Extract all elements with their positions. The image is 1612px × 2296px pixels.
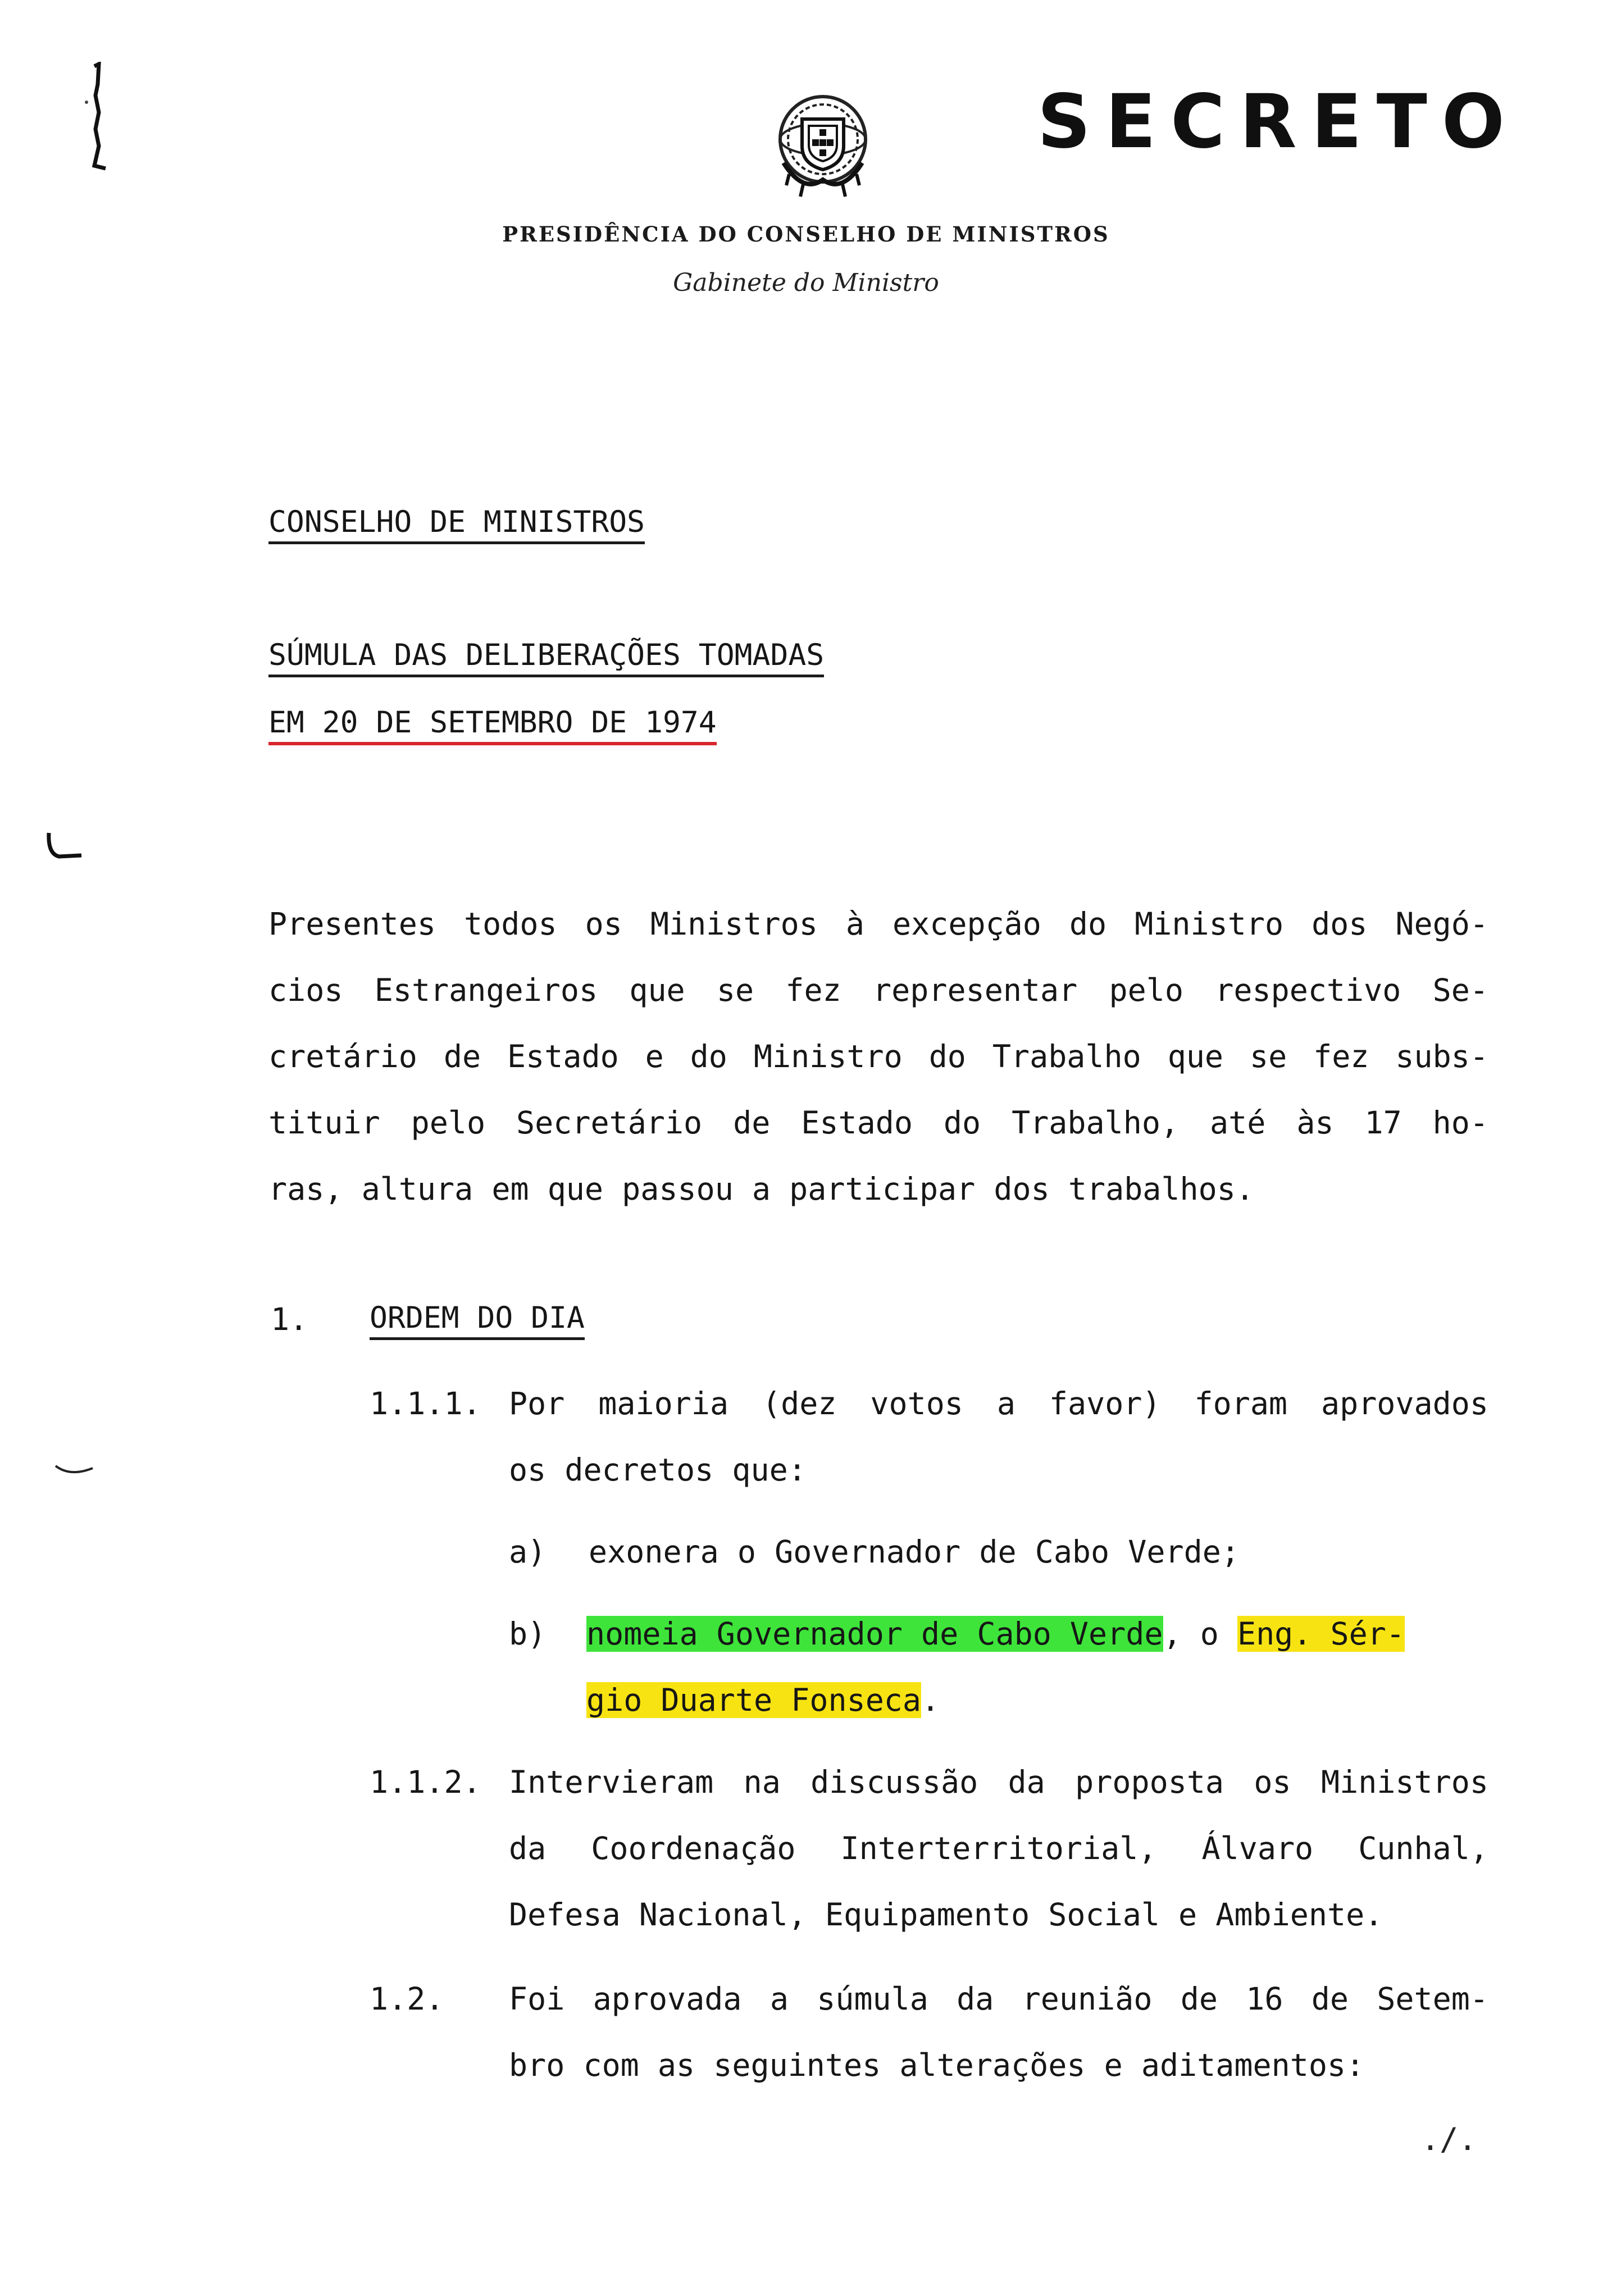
section-title: ORDEM DO DIA	[370, 1303, 585, 1340]
intro-paragraph	[268, 891, 1488, 1222]
highlight-yellow: Eng. Sér-	[1237, 1616, 1405, 1652]
coat-of-arms-icon	[764, 90, 882, 202]
item-line: da Coordenação Interterritorial, Álvaro Cunhal,	[509, 1830, 1488, 1866]
letterhead-institution: PRESIDÊNCIA DO CONSELHO DE MINISTROS	[502, 222, 1110, 247]
intro-line: cios Estrangeiros que se fez representar pelo respectivo Se-	[268, 972, 1488, 1008]
item-line: os decretos que:	[509, 1452, 807, 1488]
section-number: 1.	[271, 1301, 308, 1337]
intro-line: cretário de Estado e do Ministro do Trabalho que se fez subs-	[268, 1038, 1488, 1074]
margin-mark-lower	[53, 1460, 98, 1483]
item-number-1-1-2: 1.1.2.	[370, 1764, 481, 1800]
item-line: Por maioria (dez votos a favor) foram aprovados	[509, 1386, 1488, 1422]
intro-line: ras, altura em que passou a participar dos trabalhos.	[268, 1171, 1254, 1207]
subitem-letter-a: a)	[509, 1534, 547, 1570]
highlight-yellow: gio Duarte Fonseca	[586, 1682, 922, 1718]
intro-line: tituir pelo Secretário de Estado do Trabalho, até às 17 ho-	[268, 1105, 1488, 1141]
subitem-letter-b: b)	[509, 1616, 547, 1652]
council-heading: CONSELHO DE MINISTROS	[268, 507, 645, 544]
summary-heading: SÚMULA DAS DELIBERAÇÕES TOMADAS	[268, 640, 824, 677]
item-1-1-1-text	[509, 1370, 1488, 1503]
item-line: Defesa Nacional, Equipamento Social e Ambiente.	[509, 1897, 1383, 1933]
item-1-1-2-text	[509, 1749, 1488, 1948]
margin-mark-middle	[42, 828, 87, 868]
highlight-green: nomeia Governador de Cabo Verde	[586, 1616, 1163, 1652]
item-line: Foi aprovada a súmula da reunião de 16 de Setem-	[509, 1981, 1488, 2017]
item-number-1-2: 1.2.	[370, 1981, 444, 2017]
classification-stamp: SECRETO	[1037, 79, 1519, 165]
date-heading: EM 20 DE SETEMBRO DE 1974	[268, 708, 717, 745]
item-1-2-text	[509, 1966, 1488, 2098]
item-line: Intervieram na discussão da proposta os Ministros	[509, 1764, 1488, 1800]
subitem-a-text: exonera o Governador de Cabo Verde;	[589, 1534, 1240, 1570]
item-line: bro com as seguintes alterações e aditamentos:	[509, 2047, 1365, 2083]
letterhead-office: Gabinete do Ministro	[673, 268, 939, 297]
intro-line: Presentes todos os Ministros à excepção do Ministro dos Negó-	[268, 906, 1488, 942]
margin-mark-top	[79, 62, 118, 174]
item-number-1-1-1: 1.1.1.	[370, 1386, 481, 1422]
subitem-b-text: nomeia Governador de Cabo Verde, o Eng. Sér- gio Duarte Fonseca.	[586, 1616, 1405, 1718]
continuation-mark: ./.	[1421, 2121, 1477, 2157]
